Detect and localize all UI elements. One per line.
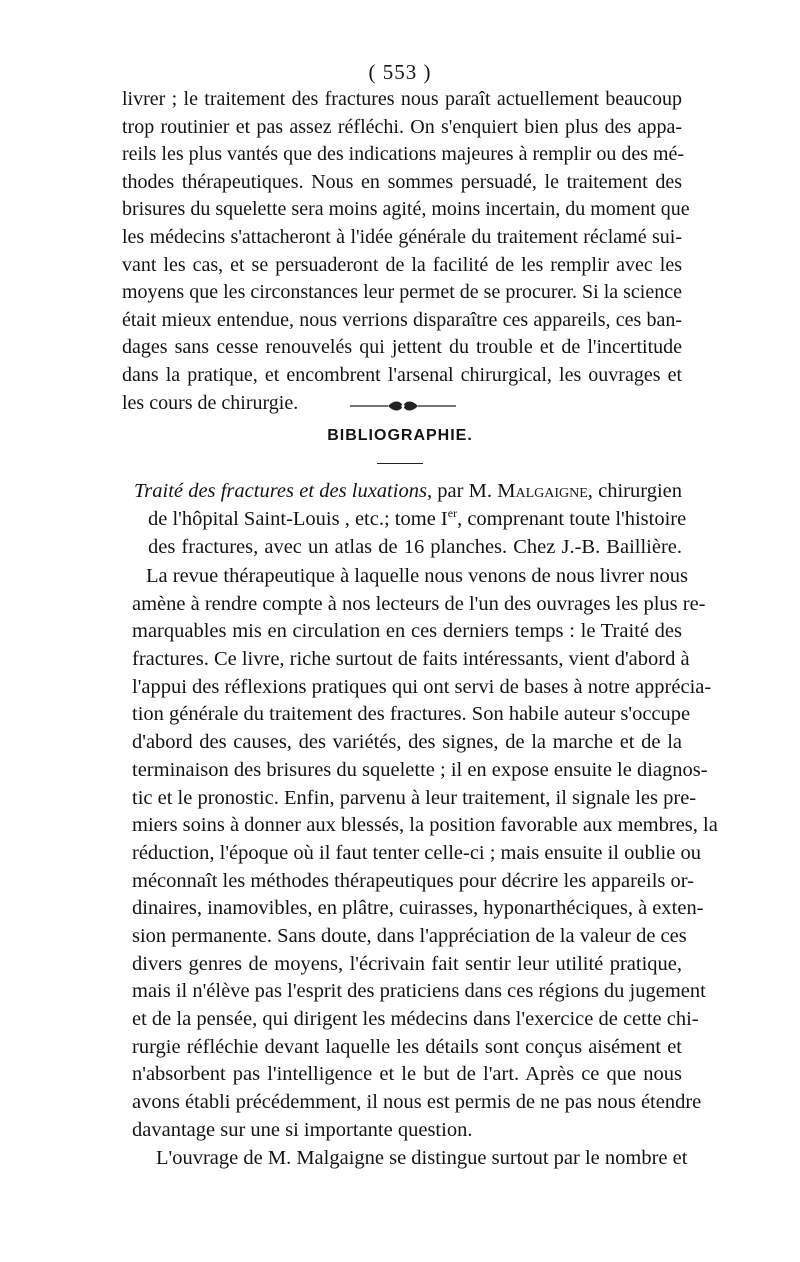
text-line: trop routinier et pas assez réfléchi. On s'enquiert bien plus des appa- [122,115,682,138]
text-line: divers genres de moyens, l'écrivain fait sentir leur utilité pratique, [132,952,682,975]
text-line: dages sans cesse renouvelés qui jettent du trouble et de l'incertitude [122,336,682,359]
text-line: tion générale du traitement des fractures. Son habile auteur s'occupe [132,703,691,726]
reference-title: Traité des fractures et des luxations [134,480,427,502]
text-line: les médecins s'attacheront à l'idée générale du traitement réclamé sui- [122,225,682,248]
text-line: n'absorbent pas l'intelligence et le but de l'art. Après ce que nous [132,1063,682,1086]
reference-line-2: de l'hôpital Saint-Louis , etc.; tome Ier, comprenant toute l'histoire [148,506,687,530]
text-line: tic et le pronostic. Enfin, parvenu à leur traitement, il signale les pre- [132,786,697,809]
text-line: reils les plus vantés que des indications majeures à remplir ou des mé- [122,143,685,166]
reference-line-1: Traité des fractures et des luxations, par M. Malgaigne, chirurgien [134,480,682,502]
text-line: vant les cas, et se persuaderont de la facilité de les remplir avec les [122,253,682,276]
text-line: terminaison des brisures du squelette ; il en expose ensuite le diagnos- [132,758,708,781]
text-line: dans la pratique, et encombrent l'arsenal chirurgical, les ouvrages et [122,363,682,386]
text-line: l'appui des réflexions pratiques qui ont servi de bases à notre apprécia- [132,675,712,698]
text-line: rurgie réfléchie devant laquelle les détails sont conçus aisément et [132,1035,682,1058]
text-line: amène à rendre compte à nos lecteurs de l'un des ouvrages les plus re- [132,592,706,615]
text-line: miers soins à donner aux blessés, la position favorable aux membres, la [132,814,718,837]
reference-line-3: des fractures, avec un atlas de 16 planches. Chez J.-B. Baillière. [148,536,682,558]
paragraph-continuation [132,1145,688,1173]
paragraph-review [132,563,718,1144]
text-line: marquables mis en circulation en ces derniers temps : le Traité des [132,620,682,643]
text-line: sion permanente. Sans doute, dans l'appréciation de la valeur de ces [132,924,687,947]
text-line: était mieux entendue, nous verrions disparaître ces appareils, ces ban- [122,308,682,331]
text-line: dinaires, inamovibles, en plâtre, cuirasses, hyponarthéciques, à exten- [132,897,704,920]
bibliographic-reference [134,477,687,561]
text-line: les cours de chirurgie. [122,391,299,414]
ornamental-divider [350,399,456,413]
text-line: brisures du squelette sera moins agité, moins incertain, du moment que [122,198,690,221]
section-heading: BIBLIOGRAPHIE. [327,427,473,444]
text-line: et de la pensée, qui dirigent les médecins dans l'exercice de cette chi- [132,1008,699,1030]
continuation-line: L'ouvrage de M. Malgaigne se distingue surtout par le nombre et [156,1147,688,1169]
text-line: méconnaît les méthodes thérapeutiques pour décrire les appareils or- [132,869,694,892]
heading-rule [377,463,423,464]
reference-author: Malgaigne [497,480,588,502]
text-line: davantage sur une si importante question. [132,1118,473,1141]
text-line: fractures. Ce livre, riche surtout de faits intéressants, vient d'abord à [132,648,690,671]
text-line: d'abord des causes, des variétés, des signes, de la marche et de la [132,731,682,754]
text-line: livrer ; le traitement des fractures nous paraît actuellement beaucoup [122,88,682,110]
text-line: moyens que les circonstances leur permet de se procurer. Si la science [122,281,682,304]
paragraph-closing-previous-section [122,86,690,417]
text-line: mais il n'élève pas l'esprit des praticiens dans ces régions du jugement [132,980,706,1003]
text-line: thodes thérapeutiques. Nous en sommes persuadé, le traitement des [122,170,682,193]
page-number: ( 553 ) [368,60,432,84]
text-line: avons établi précédemment, il nous est permis de ne pas nous étendre [132,1091,702,1114]
text-line: La revue thérapeutique à laquelle nous venons de nous livrer nous [146,565,688,587]
text-line: réduction, l'époque où il faut tenter celle-ci ; mais ensuite il oublie ou [132,841,701,864]
